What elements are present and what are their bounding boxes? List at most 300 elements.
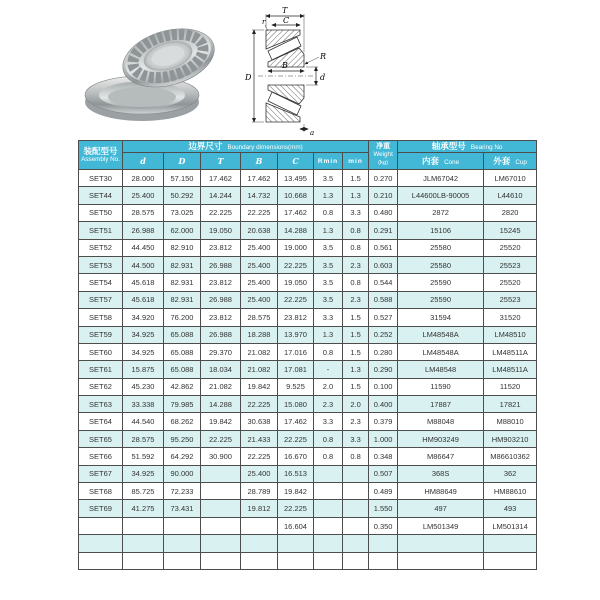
cell-C (278, 552, 314, 569)
label-R: R (320, 52, 327, 61)
cell-d: 44.540 (123, 413, 164, 430)
cell-weight: 0.544 (369, 274, 398, 291)
cell-weight: 0.588 (369, 291, 398, 308)
cell-cup: 493 (484, 500, 537, 517)
cell-weight: 0.290 (369, 361, 398, 378)
cell-assembly: SET57 (79, 291, 123, 308)
header-bearing-no (398, 141, 537, 153)
cell-min: 0.8 (343, 239, 369, 256)
cell-rmin: 1.3 (314, 222, 343, 239)
cell-min: 1.5 (343, 309, 369, 326)
cell-T: 23.812 (201, 239, 241, 256)
cell-rmin (314, 517, 343, 534)
cell-T (201, 552, 241, 569)
cell-C: 17.462 (278, 413, 314, 430)
header-cup (484, 153, 537, 170)
cell-B: 28.789 (241, 483, 278, 500)
cell-C: 22.225 (278, 430, 314, 447)
cell-C (278, 535, 314, 552)
cell-d: 25.400 (123, 187, 164, 204)
cell-min: 2.3 (343, 256, 369, 273)
cell-min (343, 465, 369, 482)
table-row (79, 256, 537, 273)
cell-weight (369, 552, 398, 569)
cell-cone: LM48548 (398, 361, 484, 378)
cell-cup: LM48511A (484, 343, 537, 360)
cell-min: 1.5 (343, 343, 369, 360)
table-row (79, 378, 537, 395)
cell-C: 19.000 (278, 239, 314, 256)
cell-B: 22.225 (241, 396, 278, 413)
cell-min (343, 535, 369, 552)
cell-assembly: SET58 (79, 309, 123, 326)
cell-d: 33.338 (123, 396, 164, 413)
cell-cup: L44610 (484, 187, 537, 204)
table-row (79, 170, 537, 187)
cell-cup: 17821 (484, 396, 537, 413)
cell-D: 90.000 (164, 465, 201, 482)
dim-R (305, 52, 326, 64)
cell-B: 30.638 (241, 413, 278, 430)
cell-weight: 0.561 (369, 239, 398, 256)
header-col-rmin: Rmin (314, 153, 343, 170)
header-col-D: D (164, 153, 201, 170)
header-bearing-cn: 轴承型号 (431, 141, 466, 151)
cell-d: 44.450 (123, 239, 164, 256)
cell-min (343, 500, 369, 517)
cell-rmin: 1.3 (314, 326, 343, 343)
cell-weight: 0.270 (369, 170, 398, 187)
cell-B: 25.400 (241, 239, 278, 256)
cell-cup: M88010 (484, 413, 537, 430)
cell-C: 16.670 (278, 448, 314, 465)
cell-d: 15.875 (123, 361, 164, 378)
cell-cup: LM67010 (484, 170, 537, 187)
cell-B: 20.638 (241, 222, 278, 239)
cell-T: 17.462 (201, 170, 241, 187)
cell-cup: LM48510 (484, 326, 537, 343)
cell-C: 23.812 (278, 309, 314, 326)
cell-D: 64.292 (164, 448, 201, 465)
header-assembly (79, 141, 123, 170)
cell-assembly: SET62 (79, 378, 123, 395)
cell-C: 19.050 (278, 274, 314, 291)
cell-cone: L44600LB-90005 (398, 187, 484, 204)
cell-C: 17.016 (278, 343, 314, 360)
cell-T: 19.842 (201, 413, 241, 430)
dim-r (262, 18, 268, 31)
cell-rmin: 0.8 (314, 343, 343, 360)
cell-cone: 11590 (398, 378, 484, 395)
cell-C: 22.225 (278, 256, 314, 273)
cell-rmin (314, 483, 343, 500)
cell-T (201, 517, 241, 534)
cell-B (241, 517, 278, 534)
header-weight (369, 141, 398, 170)
header-weight-en: Weight (373, 151, 393, 158)
cell-d (123, 517, 164, 534)
cell-rmin: 1.3 (314, 187, 343, 204)
label-r: r (262, 18, 266, 26)
cell-cone: 15106 (398, 222, 484, 239)
cell-cone: JLM67042 (398, 170, 484, 187)
cell-C: 17.081 (278, 361, 314, 378)
cell-D (164, 552, 201, 569)
cell-cone (398, 552, 484, 569)
cell-assembly: SET53 (79, 256, 123, 273)
header-weight-unit: (kg) (378, 160, 389, 166)
header-boundary-en: Boundary dimensions(mm) (227, 144, 303, 151)
cell-cone: M86647 (398, 448, 484, 465)
cell-T: 14.244 (201, 187, 241, 204)
header-cup-en: Cup (515, 158, 527, 166)
cell-rmin: 2.0 (314, 378, 343, 395)
cell-d (123, 552, 164, 569)
cell-weight: 0.400 (369, 396, 398, 413)
header-col-C: C (278, 153, 314, 170)
cell-B: 19.842 (241, 378, 278, 395)
cell-weight (369, 535, 398, 552)
cell-d: 45.230 (123, 378, 164, 395)
cell-T: 23.812 (201, 274, 241, 291)
cell-d: 45.618 (123, 274, 164, 291)
cell-B: 21.082 (241, 343, 278, 360)
cell-B: 22.225 (241, 448, 278, 465)
cell-min: 0.8 (343, 448, 369, 465)
cell-cone: HM903249 (398, 430, 484, 447)
cell-B: 19.812 (241, 500, 278, 517)
cell-rmin: 3.5 (314, 170, 343, 187)
cell-assembly: SET65 (79, 430, 123, 447)
cell-B: 21.433 (241, 430, 278, 447)
cell-B (241, 535, 278, 552)
cell-rmin: 2.3 (314, 396, 343, 413)
table-row (79, 483, 537, 500)
cell-C: 22.225 (278, 500, 314, 517)
cell-B: 18.288 (241, 326, 278, 343)
cell-weight: 0.480 (369, 204, 398, 221)
cell-rmin (314, 500, 343, 517)
section-bottom-half (266, 85, 304, 122)
label-d: d (320, 73, 326, 82)
cell-assembly: SET30 (79, 170, 123, 187)
cell-B: 25.400 (241, 256, 278, 273)
cell-weight: 1.550 (369, 500, 398, 517)
cell-D: 62.000 (164, 222, 201, 239)
label-T: T (282, 6, 288, 15)
cell-B: 25.400 (241, 274, 278, 291)
cell-rmin (314, 552, 343, 569)
cell-cup: 362 (484, 465, 537, 482)
cell-cone: 17887 (398, 396, 484, 413)
cell-min: 3.3 (343, 204, 369, 221)
cell-rmin: - (314, 361, 343, 378)
cell-cone: 2872 (398, 204, 484, 221)
cell-T (201, 500, 241, 517)
cell-d: 34.925 (123, 326, 164, 343)
cell-D: 50.292 (164, 187, 201, 204)
cell-cup: 11520 (484, 378, 537, 395)
cell-T: 26.988 (201, 326, 241, 343)
table-row (79, 535, 537, 552)
cell-C: 19.842 (278, 483, 314, 500)
cell-T: 26.988 (201, 256, 241, 273)
cell-cone: 497 (398, 500, 484, 517)
cell-d: 44.500 (123, 256, 164, 273)
cell-D: 65.088 (164, 326, 201, 343)
table-row (79, 204, 537, 221)
header-cone-en: Cone (444, 158, 460, 166)
cell-d: 51.592 (123, 448, 164, 465)
cell-min: 1.3 (343, 361, 369, 378)
cell-cone: LM48548A (398, 343, 484, 360)
cell-D: 73.431 (164, 500, 201, 517)
cell-rmin: 3.3 (314, 413, 343, 430)
cell-B: 21.082 (241, 361, 278, 378)
cell-C: 16.604 (278, 517, 314, 534)
header-col-T: T (201, 153, 241, 170)
cell-weight: 0.348 (369, 448, 398, 465)
header-weight-cn: 净重 (376, 143, 391, 150)
cell-rmin: 3.5 (314, 239, 343, 256)
cell-min: 1.3 (343, 187, 369, 204)
cell-assembly: SET69 (79, 500, 123, 517)
cell-C: 22.225 (278, 291, 314, 308)
cell-T: 22.225 (201, 204, 241, 221)
cell-cone: LM501349 (398, 517, 484, 534)
table-row (79, 222, 537, 239)
table-row (79, 274, 537, 291)
cell-D (164, 517, 201, 534)
cell-d: 28.575 (123, 204, 164, 221)
cell-cone: 25590 (398, 274, 484, 291)
cell-weight: 0.507 (369, 465, 398, 482)
table-row (79, 413, 537, 430)
table-row (79, 291, 537, 308)
cell-weight: 0.252 (369, 326, 398, 343)
cell-T (201, 483, 241, 500)
cell-assembly: SET61 (79, 361, 123, 378)
cell-B: 25.400 (241, 291, 278, 308)
cell-cone (398, 535, 484, 552)
cell-assembly (79, 517, 123, 534)
table-row (79, 430, 537, 447)
cell-B: 14.732 (241, 187, 278, 204)
cell-C: 14.288 (278, 222, 314, 239)
cell-min: 2.3 (343, 413, 369, 430)
cell-D: 79.985 (164, 396, 201, 413)
table-row (79, 465, 537, 482)
cell-T: 23.812 (201, 309, 241, 326)
cell-weight: 0.210 (369, 187, 398, 204)
label-a: a (310, 129, 315, 137)
table-row (79, 396, 537, 413)
cell-d: 34.920 (123, 309, 164, 326)
cell-C: 9.525 (278, 378, 314, 395)
cell-assembly: SET60 (79, 343, 123, 360)
cell-cup: LM501314 (484, 517, 537, 534)
cell-min: 0.8 (343, 274, 369, 291)
cell-d: 28.575 (123, 430, 164, 447)
header-col-min: min (343, 153, 369, 170)
bearing-diagram (224, 4, 346, 143)
table-row (79, 552, 537, 569)
table-row (79, 343, 537, 360)
cell-D: 68.262 (164, 413, 201, 430)
cell-D: 42.862 (164, 378, 201, 395)
cell-cup: 25520 (484, 239, 537, 256)
cell-min: 2.3 (343, 291, 369, 308)
cell-cone: 25580 (398, 256, 484, 273)
cell-B: 28.575 (241, 309, 278, 326)
cell-cup: 25520 (484, 274, 537, 291)
cell-C: 13.970 (278, 326, 314, 343)
cell-min (343, 483, 369, 500)
dim-C (272, 16, 300, 25)
cell-D: 76.200 (164, 309, 201, 326)
cell-C: 16.513 (278, 465, 314, 482)
cell-weight: 0.489 (369, 483, 398, 500)
table-row (79, 239, 537, 256)
dim-a (300, 124, 314, 137)
cell-cup: 2820 (484, 204, 537, 221)
table-row (79, 448, 537, 465)
cell-d: 28.000 (123, 170, 164, 187)
cell-D: 65.088 (164, 343, 201, 360)
cell-assembly: SET50 (79, 204, 123, 221)
cell-weight: 0.527 (369, 309, 398, 326)
cell-rmin: 0.8 (314, 430, 343, 447)
bearing-photo (80, 14, 225, 131)
cell-min (343, 517, 369, 534)
cell-B (241, 552, 278, 569)
cell-cone: LM48548A (398, 326, 484, 343)
cell-min: 1.5 (343, 326, 369, 343)
cell-assembly (79, 552, 123, 569)
cell-assembly: SET52 (79, 239, 123, 256)
cell-assembly: SET44 (79, 187, 123, 204)
cell-D (164, 535, 201, 552)
cell-cup: 15245 (484, 222, 537, 239)
cell-D: 82.931 (164, 274, 201, 291)
cell-cup: M86610362 (484, 448, 537, 465)
cell-B: 25.400 (241, 465, 278, 482)
cell-assembly: SET59 (79, 326, 123, 343)
header-assembly-en: Assembly No. (81, 156, 120, 163)
cell-T: 22.225 (201, 430, 241, 447)
cell-min: 1.5 (343, 378, 369, 395)
cell-rmin: 0.8 (314, 204, 343, 221)
cell-T: 29.370 (201, 343, 241, 360)
header-cone (398, 153, 484, 170)
header-assembly-cn: 装配型号 (83, 146, 118, 156)
cell-cup: HM88610 (484, 483, 537, 500)
cell-D: 95.250 (164, 430, 201, 447)
cell-D: 72.233 (164, 483, 201, 500)
cell-d: 34.925 (123, 465, 164, 482)
cell-cup: LM48511A (484, 361, 537, 378)
table-row (79, 187, 537, 204)
cell-weight: 1.000 (369, 430, 398, 447)
cell-rmin: 3.3 (314, 309, 343, 326)
table-row (79, 361, 537, 378)
cell-D: 65.088 (164, 361, 201, 378)
cell-weight: 0.350 (369, 517, 398, 534)
bearing-spec-table (78, 140, 537, 570)
cell-D: 57.150 (164, 170, 201, 187)
cell-d (123, 535, 164, 552)
cell-T: 30.900 (201, 448, 241, 465)
cell-rmin: 3.5 (314, 291, 343, 308)
cell-weight: 0.280 (369, 343, 398, 360)
cell-cup (484, 552, 537, 569)
table-row (79, 517, 537, 534)
cell-T (201, 535, 241, 552)
cell-rmin (314, 465, 343, 482)
label-D: D (245, 73, 252, 82)
header-col-B: B (241, 153, 278, 170)
cell-cup: 25523 (484, 256, 537, 273)
header-boundary-dimensions (123, 141, 369, 153)
cell-assembly: SET64 (79, 413, 123, 430)
cell-D: 82.931 (164, 291, 201, 308)
cell-assembly: SET68 (79, 483, 123, 500)
table-row (79, 309, 537, 326)
cell-rmin: 3.5 (314, 274, 343, 291)
cell-d: 26.988 (123, 222, 164, 239)
header-col-d: d (123, 153, 164, 170)
cell-weight: 0.379 (369, 413, 398, 430)
cell-T: 18.034 (201, 361, 241, 378)
cell-d: 85.725 (123, 483, 164, 500)
cell-cone: 368S (398, 465, 484, 482)
table-row (79, 326, 537, 343)
header-cup-cn: 外套 (493, 155, 511, 166)
cell-cup: HM903210 (484, 430, 537, 447)
cell-T: 21.082 (201, 378, 241, 395)
cell-cone: 31594 (398, 309, 484, 326)
cell-min (343, 552, 369, 569)
cell-min: 1.5 (343, 170, 369, 187)
cell-rmin: 0.8 (314, 448, 343, 465)
cell-assembly: SET67 (79, 465, 123, 482)
header-boundary-cn: 边界尺寸 (188, 141, 223, 151)
cell-T: 26.988 (201, 291, 241, 308)
cell-D: 82.910 (164, 239, 201, 256)
cell-d: 41.275 (123, 500, 164, 517)
cell-assembly (79, 535, 123, 552)
cell-cone: HM88649 (398, 483, 484, 500)
cell-d: 34.925 (123, 343, 164, 360)
cell-D: 82.931 (164, 256, 201, 273)
cell-cup: 25523 (484, 291, 537, 308)
cell-assembly: SET54 (79, 274, 123, 291)
cell-min: 0.8 (343, 222, 369, 239)
cell-T: 14.288 (201, 396, 241, 413)
cell-T: 19.050 (201, 222, 241, 239)
cell-T (201, 465, 241, 482)
cell-weight: 0.291 (369, 222, 398, 239)
cell-rmin: 3.5 (314, 256, 343, 273)
cell-assembly: SET51 (79, 222, 123, 239)
cell-min: 2.0 (343, 396, 369, 413)
header-bearing-en: Bearing No (470, 144, 503, 151)
cell-C: 17.462 (278, 204, 314, 221)
table-row (79, 500, 537, 517)
cell-D: 73.025 (164, 204, 201, 221)
cell-B: 22.225 (241, 204, 278, 221)
cell-cone: M88048 (398, 413, 484, 430)
